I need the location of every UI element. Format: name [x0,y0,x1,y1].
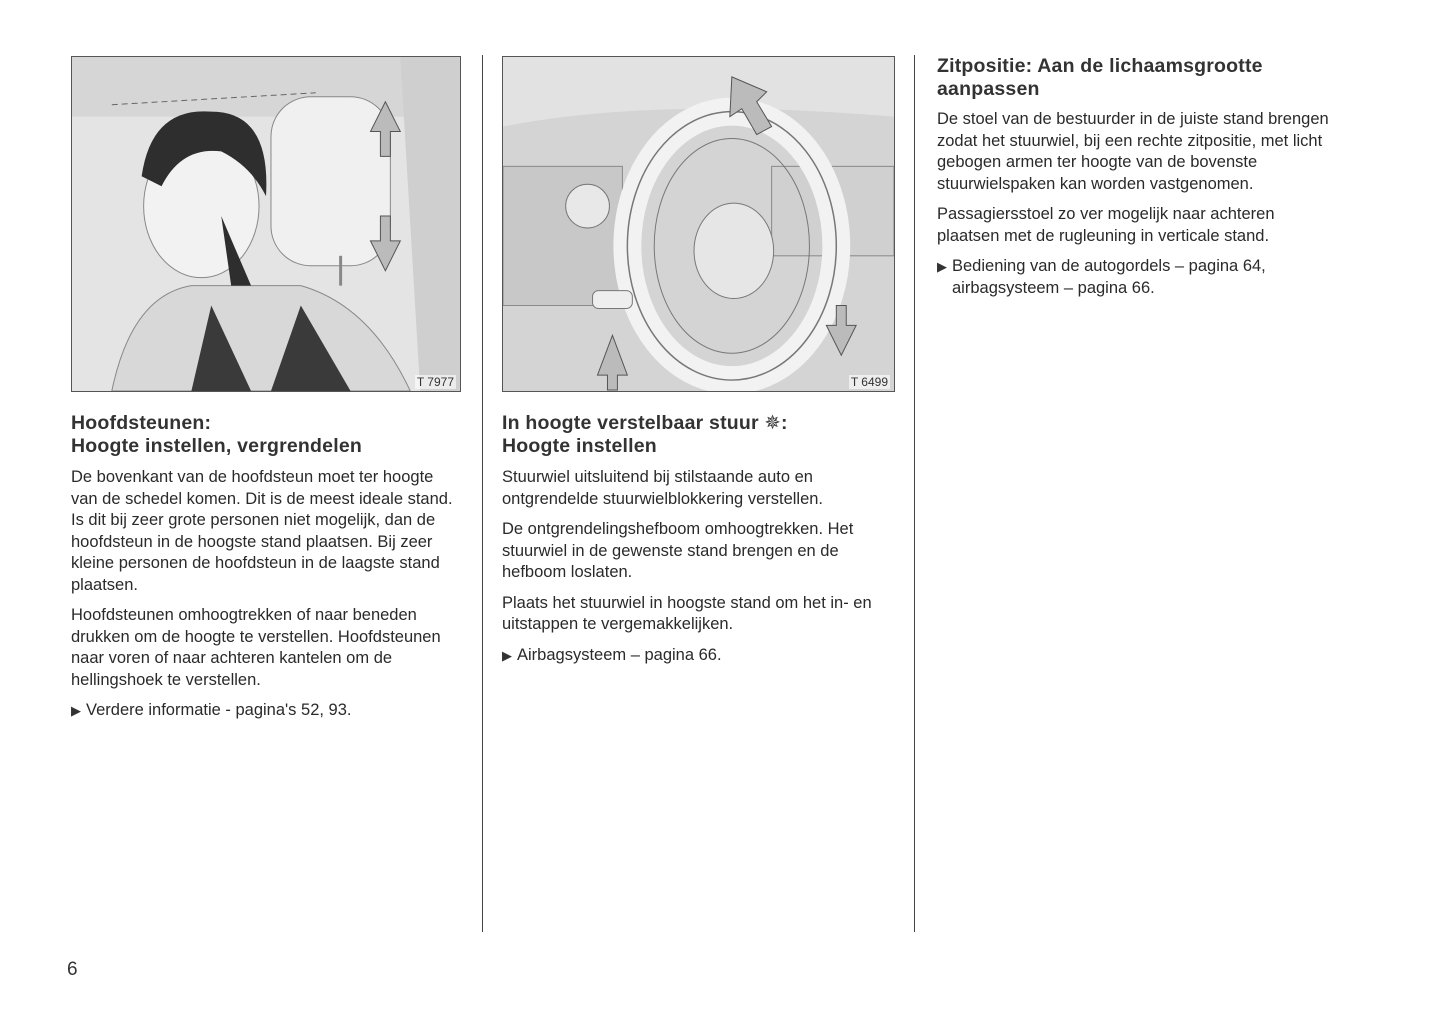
seating-heading: Zitpositie: Aan de lichaamsgrootte aanpassen [937,55,1263,100]
seating-paragraph: Passagiersstoel zo ver mogelijk naar achteren plaatsen met de rugleuning in verticale stand. [937,205,1275,245]
headrest-paragraph: De bovenkant van de hoofdsteun moet ter hoogte van de schedel komen. Dit is de meest ideale stand. Is dit bij zeer grote personen niet mogelijk, dan de hoofdsteun in de hoogste stand plaatsen. Bij zeer kleine personen de hoofdsteun in de laagste stand plaatsen. [71,468,453,594]
column-headrests [71,412,461,731]
steering-heading: In hoogte verstelbaar stuur ✵: Hoogte instellen [502,412,788,457]
reference-arrow-icon: ▶ [937,259,947,274]
reference-arrow-icon: ▶ [71,703,81,718]
column-divider-left [482,55,483,932]
headrest-reference: ▶ Verdere informatie - pagina's 52, 93. [71,700,461,731]
column-steering-wheel [502,412,895,675]
steering-wheel-illustration [502,56,895,392]
seating-paragraph: De stoel van de bestuurder in de juiste stand brengen zodat het stuurwiel, bij een rechte zitpositie, met licht gebogen armen ter hoogte van de bovenste stuurwielspaken kan worden vastgenomen. [937,110,1329,193]
steering-reference: ▶ Airbagsysteem – pagina 66. [502,645,895,676]
page-number: 6 [67,959,78,980]
headrest-illustration [71,56,461,392]
steering-paragraph: De ontgrendelingshefboom omhoogtrekken. Het stuurwiel in de gewenste stand brengen en de hefboom loslaten. [502,520,854,581]
headrest-paragraph: Hoofdsteunen omhoogtrekken of naar beneden drukken om de hoogte te verstellen. Hoofdsteunen naar voren of naar achteren kantelen om de hellingshoek te verstellen. [71,606,441,689]
headrest-drawing [72,57,460,391]
seating-reference: ▶ Bediening van de autogordels – pagina 64, airbagsysteem – pagina 66. [937,257,1266,297]
column-divider-right [914,55,915,932]
figure-code: T 6499 [850,375,888,389]
reference-arrow-icon: ▶ [502,647,512,663]
headrest-heading: Hoofdsteunen: Hoogte instellen, vergrendelen [71,412,362,457]
figure-code: T 7977 [416,375,454,389]
steering-wheel-drawing [503,57,894,391]
column-seating-position [937,55,1337,308]
steering-paragraph: Plaats het stuurwiel in hoogste stand om het in- en uitstappen te vergemakkelijken. [502,593,872,633]
steering-paragraph: Stuurwiel uitsluitend bij stilstaande auto en ontgrendelde stuurwielblokkering verstellen. [502,468,824,508]
